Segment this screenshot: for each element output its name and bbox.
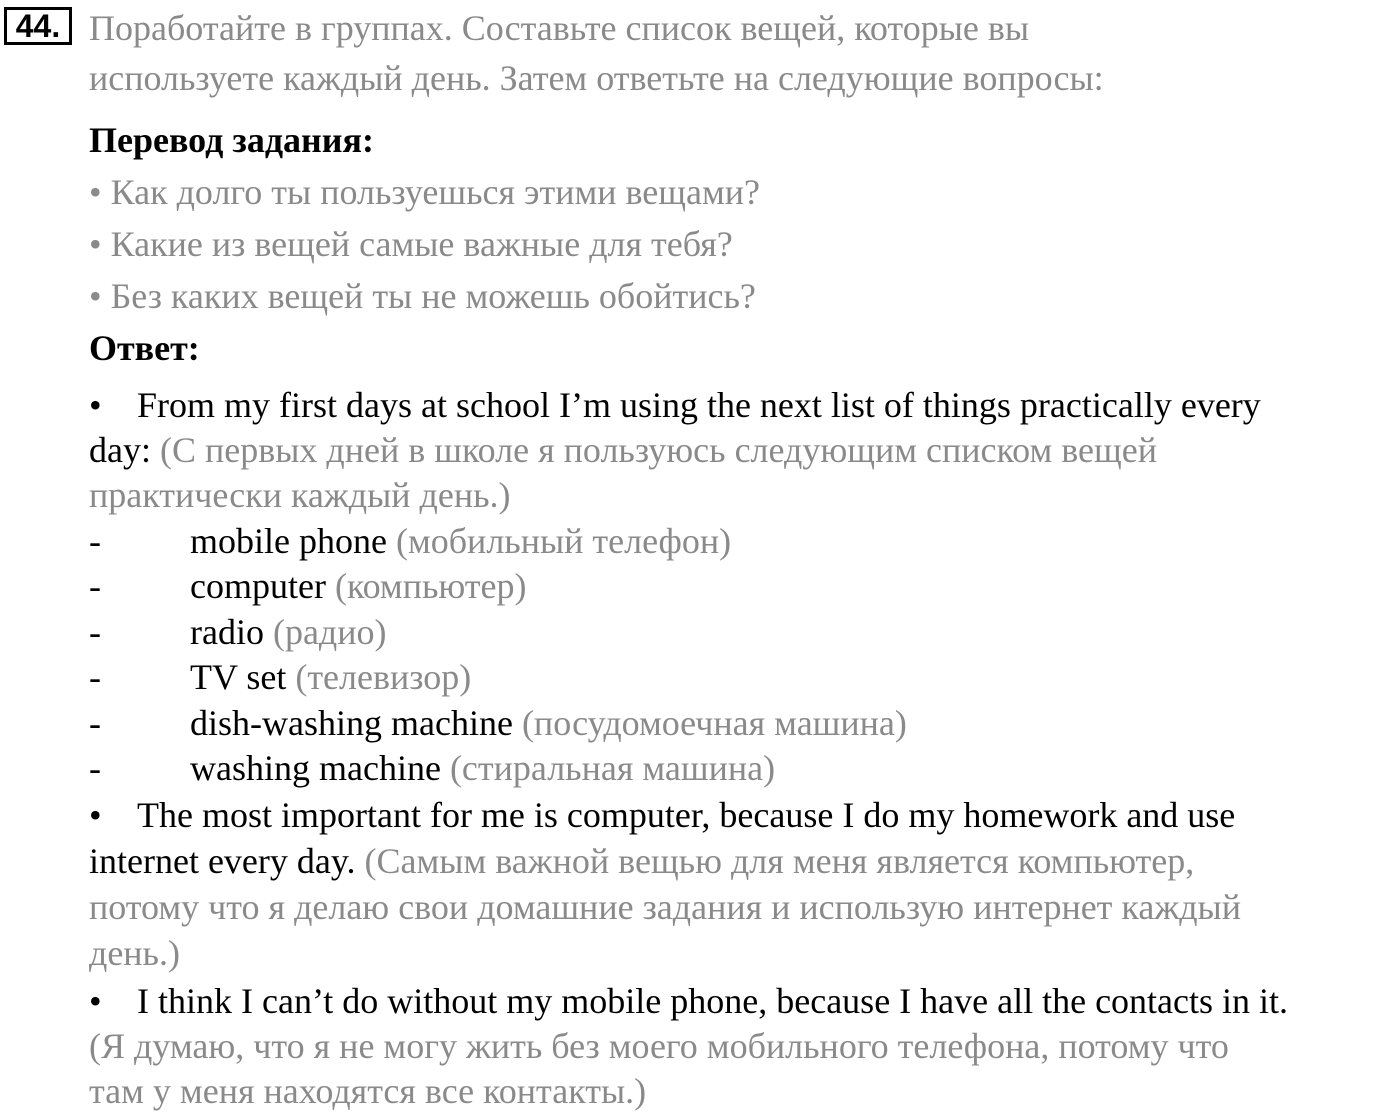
list-item-en: dish-washing machine <box>190 703 513 743</box>
list-dash: - <box>89 657 101 697</box>
answer-heading: Ответ: <box>89 328 200 368</box>
list-item <box>190 746 775 790</box>
list-item-en: radio <box>190 612 264 652</box>
list-item-en: mobile phone <box>190 521 387 561</box>
answer-paragraph-2-en: The most important for me is computer, because I do my homework and use <box>137 795 1236 835</box>
bullet: • <box>89 795 102 835</box>
answer-paragraph-2-line-3: потому что я делаю свои домашние задания и использую интернет каждый <box>89 887 1241 927</box>
answer-paragraph-2-ru: (Самым важной вещью для меня является компьютер, <box>355 841 1195 881</box>
list-item-en: TV set <box>190 657 287 697</box>
answer-paragraph-3-en: I think I can’t do without my mobile phone, because I have all the contacts in it. <box>137 981 1289 1021</box>
list-dash: - <box>89 612 101 652</box>
answer-paragraph-2-en-cont: internet every day. <box>89 841 356 881</box>
list-item-en: washing machine <box>190 748 441 788</box>
answer-paragraph-2-line-2 <box>89 839 1194 883</box>
bullet: • <box>89 981 102 1021</box>
bullet: • <box>89 385 102 425</box>
list-dash: - <box>89 566 101 606</box>
answer-paragraph-1-line-2 <box>89 428 1157 472</box>
translation-question-1: • Как долго ты пользуешься этими вещами? <box>89 172 761 212</box>
list-item-ru: (стиральная машина) <box>440 748 776 788</box>
list-dash: - <box>89 703 101 743</box>
list-item-ru: (компьютер) <box>325 566 527 606</box>
translation-heading: Перевод задания: <box>89 120 374 160</box>
task-instruction-line-1: Поработайте в группах. Составьте список вещей, которые вы <box>89 8 1030 48</box>
translation-question-3: • Без каких вещей ты не можешь обойтись? <box>89 276 756 316</box>
list-item-en: computer <box>190 566 326 606</box>
list-item <box>190 564 527 608</box>
task-instruction-line-2: используете каждый день. Затем ответьте на следующие вопросы: <box>89 58 1104 98</box>
list-item <box>190 655 471 699</box>
list-item <box>190 701 907 745</box>
answer-paragraph-3-line-2: (Я думаю, что я не могу жить без моего мобильного телефона, потому что <box>89 1026 1229 1066</box>
task-number-box: 44. <box>4 7 72 45</box>
list-dash: - <box>89 521 101 561</box>
answer-paragraph-1-en: From my first days at school I’m using the next list of things practically every <box>137 385 1261 425</box>
list-item-ru: (мобильный телефон) <box>386 521 732 561</box>
answer-paragraph-1-ru: (С первых дней в школе я пользуюсь следующим списком вещей <box>150 430 1157 470</box>
list-item-ru: (радио) <box>263 612 387 652</box>
answer-paragraph-3-line-3: там у меня находятся все контакты.) <box>89 1071 647 1111</box>
answer-paragraph-2-line-1 <box>89 793 1235 837</box>
list-item-ru: (телевизор) <box>286 657 472 697</box>
answer-paragraph-1-en-cont: day: <box>89 430 151 470</box>
list-item <box>190 519 731 563</box>
list-dash: - <box>89 748 101 788</box>
answer-paragraph-3-line-1 <box>89 979 1288 1023</box>
answer-paragraph-1-line-3: практически каждый день.) <box>89 475 511 515</box>
answer-paragraph-2-line-4: день.) <box>89 933 180 973</box>
list-item-ru: (посудомоечная машина) <box>512 703 907 743</box>
list-item <box>190 610 387 654</box>
answer-paragraph-1-line-1 <box>89 383 1261 427</box>
translation-question-2: • Какие из вещей самые важные для тебя? <box>89 224 733 264</box>
